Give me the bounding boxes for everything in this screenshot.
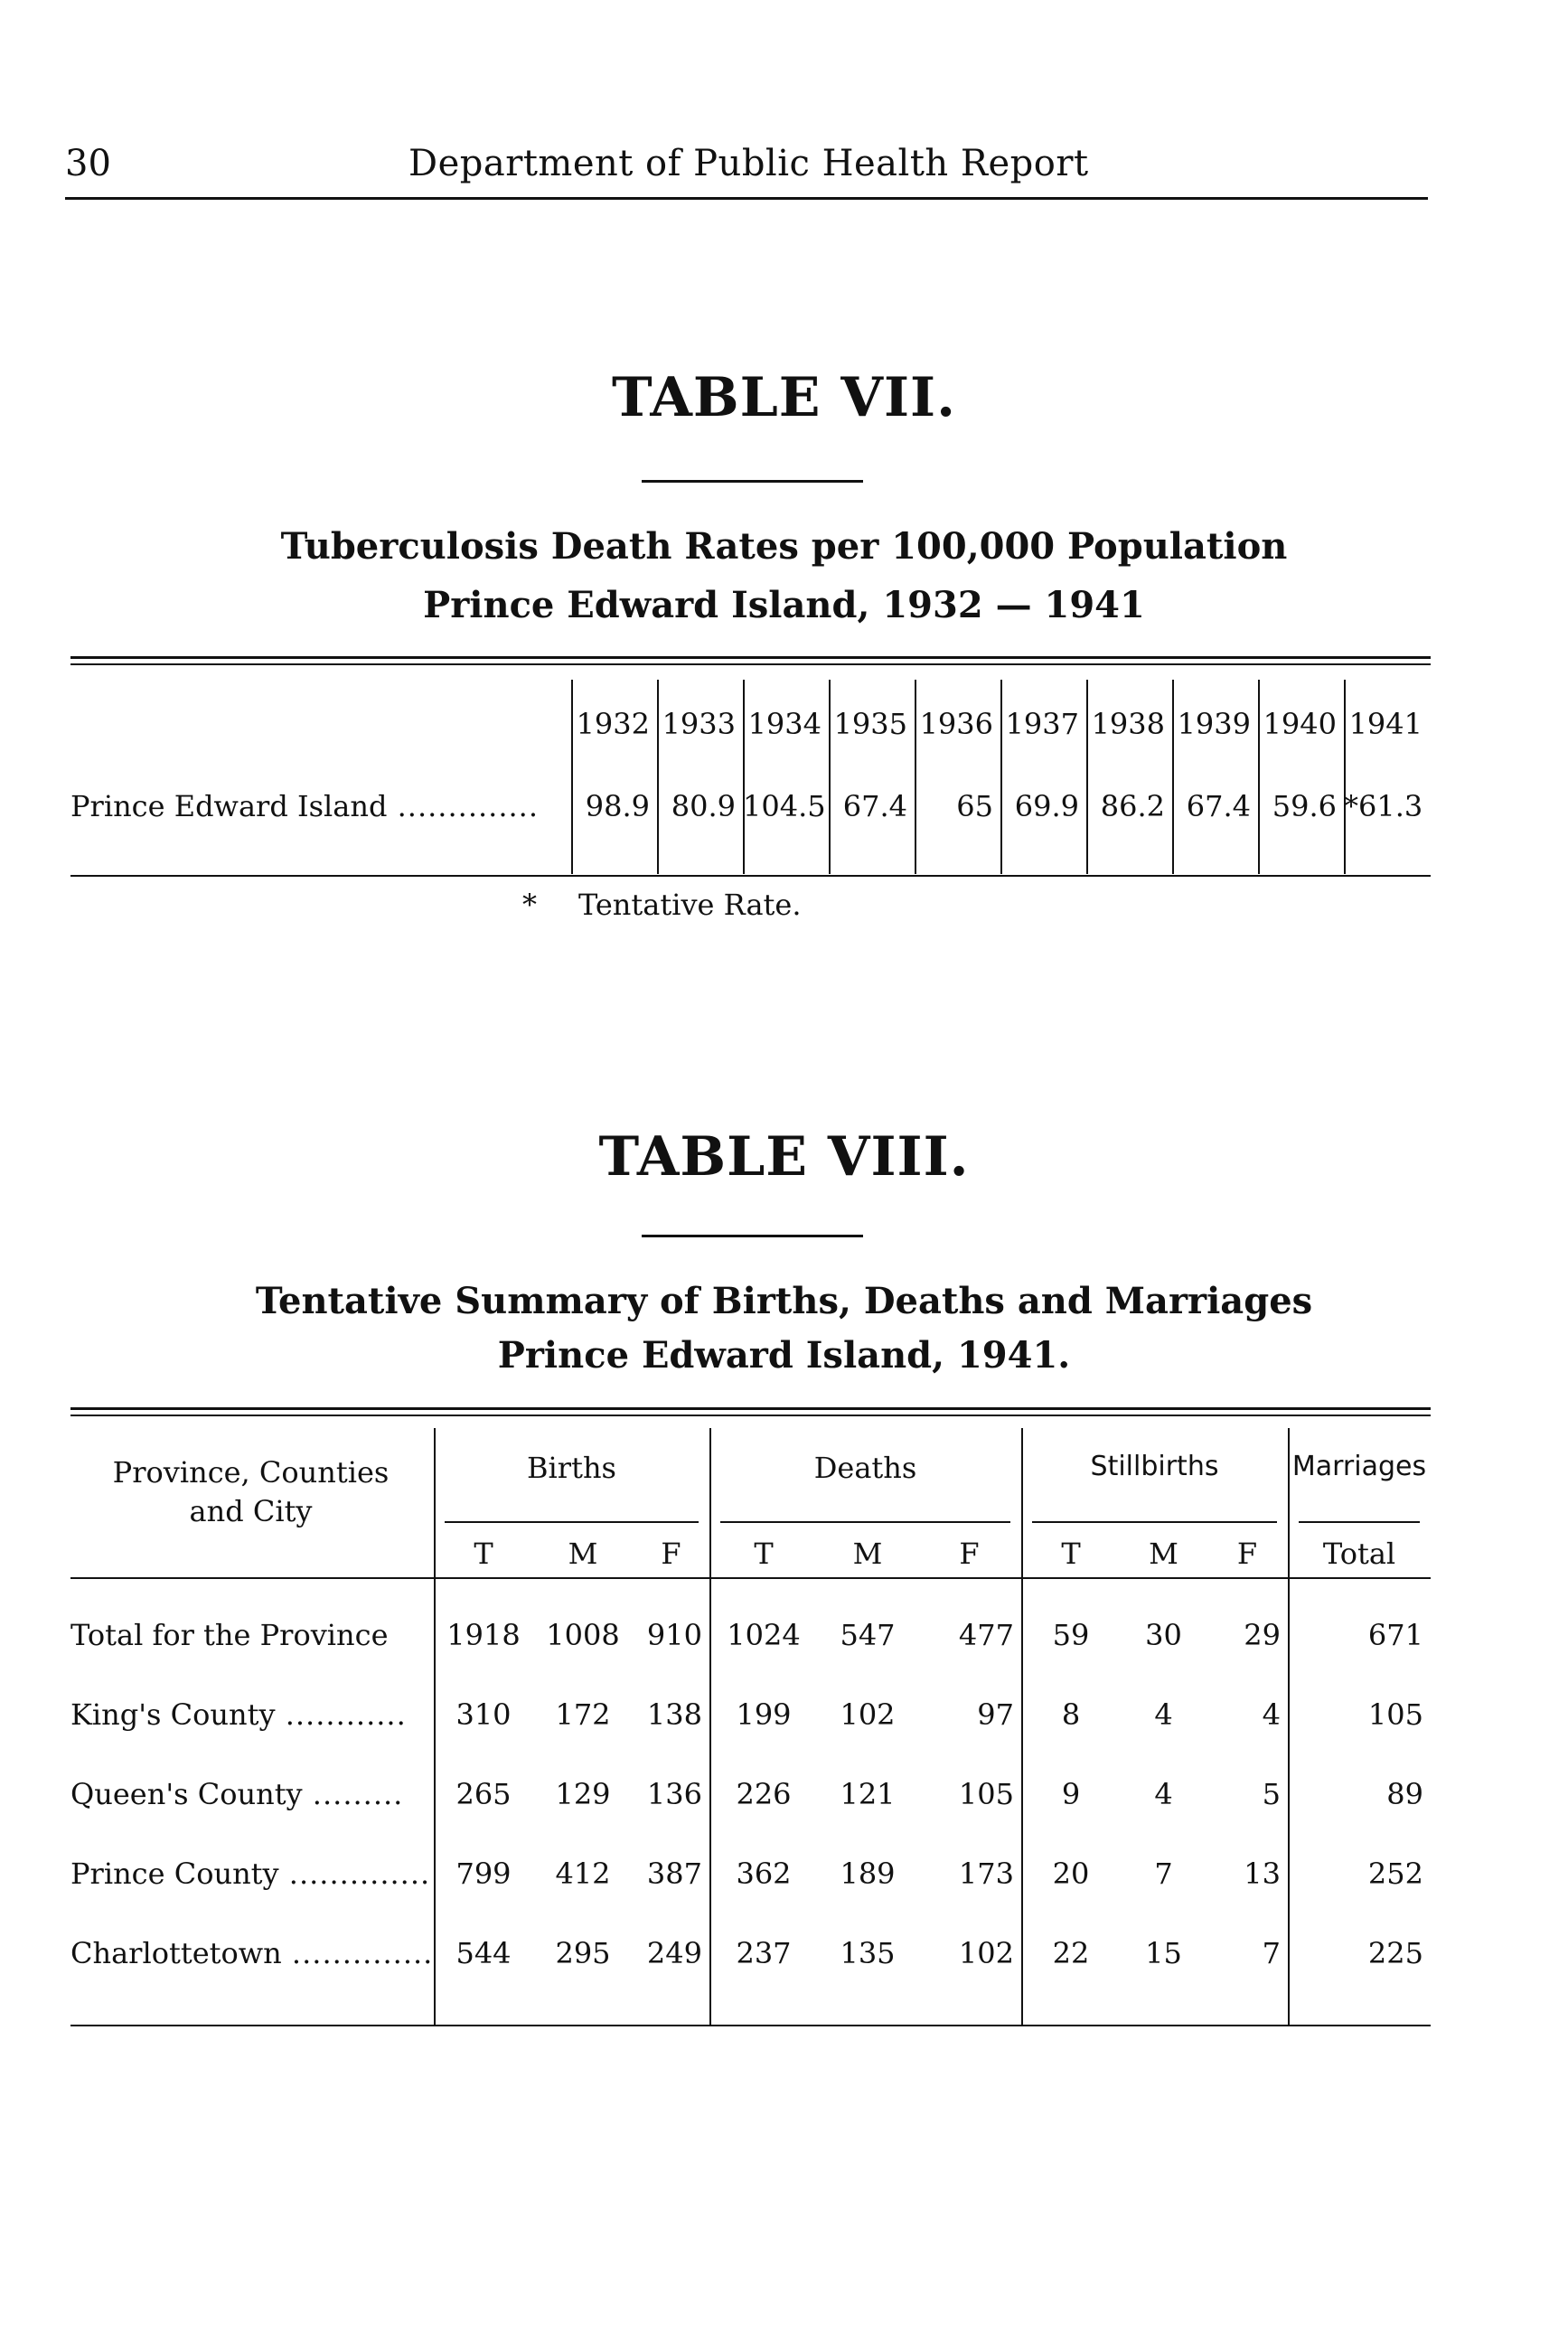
data-cell: 1008 [546,1618,620,1652]
leader-dots: .............. [281,1936,434,1970]
year-header: 1938 [1091,707,1165,741]
data-cell: 4 [1154,1777,1173,1811]
row-label-text: Charlottetown [70,1936,282,1970]
data-cell: 102 [840,1697,896,1732]
data-cell: 412 [555,1856,611,1891]
data-cell: 30 [1145,1618,1182,1652]
subheader: T [754,1537,774,1571]
subheader: F [959,1537,980,1571]
stub-header-1: Province, Counties [112,1455,390,1490]
data-cell: 226 [736,1777,792,1811]
data-cell: 7 [1262,1936,1281,1970]
leader-dots: .............. [278,1856,431,1891]
footnote-mark: * [522,888,537,922]
year-header: 1932 [576,707,650,741]
row-label-text: Total for the Province [70,1618,389,1652]
data-cell: 13 [1244,1856,1281,1891]
data-cell: 7 [1154,1856,1173,1891]
data-cell: 252 [1367,1856,1423,1891]
subheader: F [1236,1537,1258,1571]
row-label [70,1777,403,1811]
data-cell: 544 [455,1936,512,1970]
data-cell: 135 [840,1936,896,1970]
data-cell: 136 [646,1777,702,1811]
rate-cell: 98.9 [585,789,650,823]
subheader: M [568,1537,598,1571]
data-cell: 4 [1262,1697,1281,1732]
table7-top-rule [70,656,1431,665]
table8-subtitle-1: Tentative Summary of Births, Deaths and Marriages [255,1280,1313,1322]
year-header: 1937 [1005,707,1079,741]
data-cell: 1918 [446,1618,521,1652]
row-label [70,1618,389,1652]
row-label-text: Prince County [70,1856,279,1891]
rate-cell: 80.9 [671,789,736,823]
data-cell: 547 [840,1618,896,1652]
group-header: Deaths [813,1451,917,1485]
data-cell: 105 [1367,1697,1423,1732]
rate-cell: 59.6 [1272,789,1337,823]
data-cell: 295 [555,1936,611,1970]
page-number: 30 [65,143,111,184]
subheader: M [1149,1537,1178,1571]
row-label [70,1856,430,1891]
year-header: 1940 [1263,707,1337,741]
year-header: 1939 [1177,707,1251,741]
table8-subtitle-2: Prince Edward Island, 1941. [497,1334,1071,1377]
rate-cell: 67.4 [842,789,907,823]
leader-dots: .............. [387,789,540,823]
data-cell: 671 [1367,1618,1423,1652]
data-cell: 97 [977,1697,1014,1732]
data-cell: 199 [736,1697,792,1732]
data-cell: 189 [840,1856,896,1891]
rate-cell: 67.4 [1186,789,1251,823]
table8-heading: TABLE VIII. [598,1125,970,1189]
data-cell: 265 [455,1777,512,1811]
year-header: 1933 [662,707,736,741]
group-header: Marriages [1291,1451,1427,1482]
table7-heading: TABLE VII. [611,366,956,429]
data-cell: 362 [736,1856,792,1891]
group-header-rule [445,1521,699,1523]
data-cell: 910 [646,1618,702,1652]
year-header: 1935 [833,707,907,741]
table7-heading-rule [642,480,863,483]
rate-cell: 86.2 [1100,789,1165,823]
data-cell: 15 [1145,1936,1182,1970]
group-header-rule [1032,1521,1277,1523]
report-title: Department of Public Health Report [408,143,1089,184]
rate-cell: *61.3 [1344,789,1423,823]
data-cell: 59 [1052,1618,1090,1652]
data-cell: 172 [555,1697,611,1732]
data-cell: 129 [555,1777,611,1811]
table8-bottom-rule [70,2025,1431,2026]
data-cell: 9 [1061,1777,1081,1811]
row-label-text: King's County [70,1697,276,1732]
data-cell: 20 [1052,1856,1090,1891]
group-header: Births [527,1451,616,1485]
data-cell: 121 [840,1777,896,1811]
group-header-rule [1299,1521,1420,1523]
data-cell: 22 [1052,1936,1090,1970]
data-cell: 8 [1061,1697,1081,1732]
table7-subtitle-1: Tuberculosis Death Rates per 100,000 Population [280,525,1288,568]
data-cell: 237 [736,1936,792,1970]
data-cell: 1024 [727,1618,801,1652]
group-header-rule [720,1521,1010,1523]
year-header: 1936 [919,707,993,741]
subheader: Total [1322,1537,1396,1571]
data-cell: 173 [958,1856,1014,1891]
data-cell: 102 [958,1936,1014,1970]
data-cell: 310 [455,1697,512,1732]
table7-subtitle-2: Prince Edward Island, 1932 — 1941 [423,584,1145,626]
table8-header-bottom-rule [70,1577,1431,1579]
data-cell: 4 [1154,1697,1173,1732]
running-header [65,143,1428,200]
data-cell: 799 [455,1856,512,1891]
table7-row-label: Prince Edward Island .............. [70,789,540,823]
data-cell: 5 [1262,1777,1281,1811]
footnote-text: Tentative Rate. [578,888,802,922]
stub-header-2: and City [189,1494,313,1528]
data-cell: 387 [646,1856,702,1891]
year-header: 1934 [747,707,822,741]
table8-top-rule [70,1407,1431,1416]
data-cell: 225 [1367,1936,1423,1970]
data-cell: 105 [958,1777,1014,1811]
rate-cell: 69.9 [1014,789,1079,823]
data-cell: 29 [1244,1618,1281,1652]
subheader: F [661,1537,681,1571]
data-cell: 138 [646,1697,702,1732]
rate-cell: 65 [956,789,993,823]
leader-dots: ............ [275,1697,407,1732]
subheader: M [852,1537,883,1571]
table8-heading-rule [642,1235,863,1237]
rate-cell: 104.5 [743,789,826,823]
row-label-text: Queen's County [70,1777,303,1811]
data-cell: 249 [646,1936,702,1970]
group-header: Stillbirths [1090,1451,1219,1482]
row-label [70,1936,433,1970]
subheader: T [474,1537,493,1571]
row-label [70,1697,407,1732]
table7-bottom-rule [70,875,1431,877]
year-header: 1941 [1348,707,1422,741]
data-cell: 89 [1386,1777,1423,1811]
subheader: T [1061,1537,1081,1571]
leader-dots: ......... [302,1777,404,1811]
data-cell: 477 [958,1618,1014,1652]
